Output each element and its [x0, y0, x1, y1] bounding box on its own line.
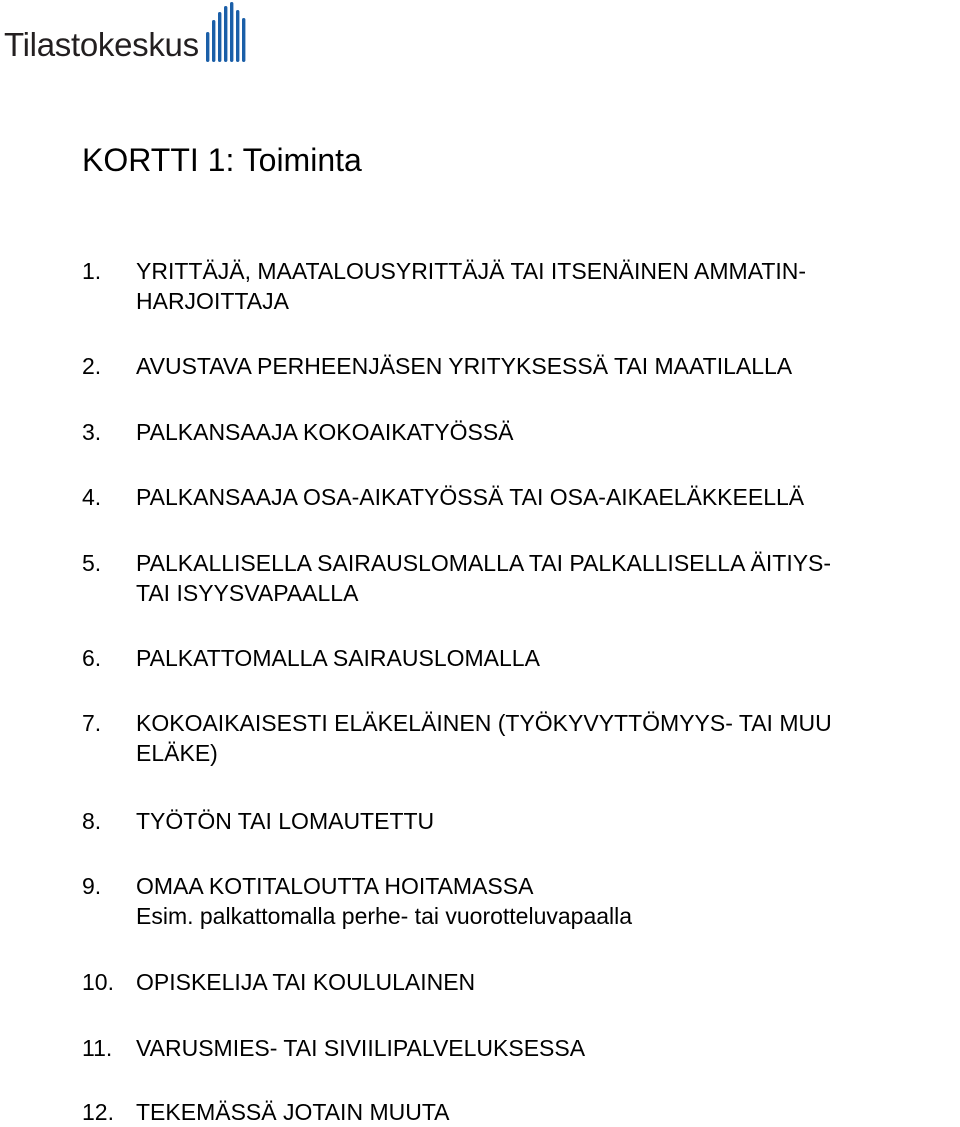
item-number: 4.	[82, 484, 102, 510]
item-label-line: OMAA KOTITALOUTTA HOITAMASSA	[136, 873, 534, 899]
item-label-line: AVUSTAVA PERHEENJÄSEN YRITYKSESSÄ TAI MAATILALLA	[136, 353, 793, 379]
card-title: KORTTI 1: Toiminta	[82, 142, 362, 178]
statistics-bars-icon	[204, 2, 252, 64]
item-label	[136, 1097, 450, 1127]
item-number: 3.	[82, 419, 102, 445]
item-label	[136, 256, 806, 316]
item-label-line: HARJOITTAJA	[136, 288, 289, 314]
item-number: 8.	[82, 808, 102, 834]
item-label	[136, 806, 434, 836]
item-label-line: PALKANSAAJA KOKOAIKATYÖSSÄ	[136, 419, 514, 445]
item-label-line: TEKEMÄSSÄ JOTAIN MUUTA	[136, 1099, 450, 1125]
item-label	[136, 1033, 585, 1063]
item-label	[136, 548, 831, 608]
item-label-line: TYÖTÖN TAI LOMAUTETTU	[136, 808, 435, 834]
item-number: 5.	[82, 550, 102, 576]
item-number: 7.	[82, 710, 102, 736]
item-number: 2.	[82, 353, 102, 379]
item-label-line: KOKOAIKAISESTI ELÄKELÄINEN (TYÖKYVYTTÖMYYS- TAI MUU	[136, 710, 832, 736]
item-label	[136, 351, 792, 381]
item-label-line: VARUSMIES- TAI SIVIILIPALVELUKSESSA	[136, 1035, 586, 1061]
item-number: 11.	[82, 1035, 113, 1061]
item-label	[136, 417, 514, 447]
item-label-line: YRITTÄJÄ, MAATALOUSYRITTÄJÄ TAI ITSENÄINEN AMMATIN-	[136, 258, 807, 284]
item-number: 6.	[82, 645, 102, 671]
item-label-line: PALKALLISELLA SAIRAUSLOMALLA TAI PALKALLISELLA ÄITIYS-	[136, 550, 832, 576]
item-label	[136, 967, 475, 997]
item-label	[136, 482, 804, 512]
item-number: 10.	[82, 969, 114, 995]
item-label	[136, 871, 632, 931]
item-label-line: ELÄKE)	[136, 740, 218, 766]
item-label-line: OPISKELIJA TAI KOULULAINEN	[136, 969, 476, 995]
logo	[4, 2, 254, 72]
item-label-line: Esim. palkattomalla perhe- tai vuorotteluvapaalla	[136, 903, 633, 929]
item-label-line: PALKANSAAJA OSA-AIKATYÖSSÄ TAI OSA-AIKAELÄKKEELLÄ	[136, 484, 805, 510]
logo-text: Tilastokeskus	[4, 26, 199, 63]
item-number: 12.	[82, 1099, 114, 1125]
item-label	[136, 643, 540, 673]
item-label	[136, 708, 832, 768]
item-label-line: PALKATTOMALLA SAIRAUSLOMALLA	[136, 645, 540, 671]
item-number: 9.	[82, 873, 102, 899]
item-number: 1.	[82, 258, 102, 284]
item-label-line: TAI ISYYSVAPAALLA	[136, 580, 359, 606]
